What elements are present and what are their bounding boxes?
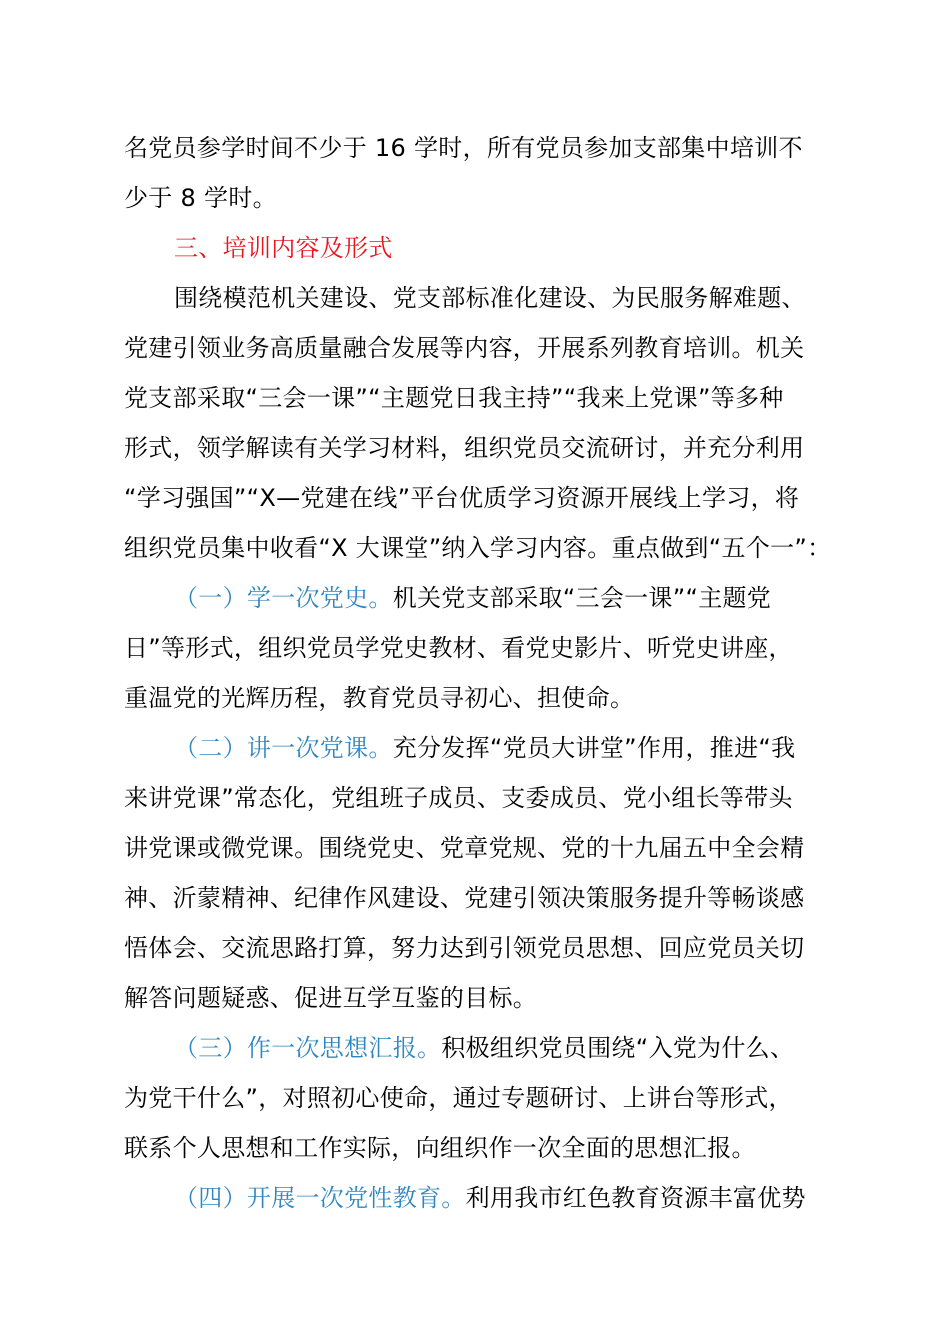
item-1-text: 机关党支部采取“三会一课”“主题党 [392, 584, 772, 612]
item-1-line-3: 重温党的光辉历程，教育党员寻初心、担使命。 [124, 684, 635, 712]
paragraph-main-line-3: 党支部采取“三会一课”“主题党日我主持”“我来上党课”等多种 [124, 384, 784, 412]
item-3-text: 积极组织党员围绕“入党为什么、 [441, 1034, 795, 1062]
paragraph-intro-line-2: 少于 8 学时。 [124, 184, 277, 212]
item-4-text: 利用我市红色教育资源丰富优势 [465, 1184, 806, 1212]
item-3-line-1 [174, 1033, 794, 1063]
paragraph-main-line-1: 围绕模范机关建设、党支部标准化建设、为民服务解难题、 [174, 284, 806, 312]
paragraph-main-line-5: “学习强国”“X—党建在线”平台优质学习资源开展线上学习，将 [124, 484, 800, 512]
item-2-line-2: 来讲党课”常态化，党组班子成员、支委成员、党小组长等带头 [124, 784, 793, 812]
item-4-title: （四）开展一次党性教育。 [174, 1184, 466, 1212]
paragraph-main-line-6: 组织党员集中收看“X 大课堂”纳入学习内容。重点做到“五个一”： [124, 534, 832, 562]
item-2-line-3: 讲党课或微党课。围绕党史、党章党规、党的十九届五中全会精 [124, 834, 805, 862]
item-4-line-1 [174, 1183, 806, 1213]
section-heading: 三、培训内容及形式 [174, 234, 393, 262]
item-2-line-4: 神、沂蒙精神、纪律作风建设、党建引领决策服务提升等畅谈感 [124, 884, 805, 912]
item-1-line-1 [174, 583, 771, 613]
item-2-line-5: 悟体会、交流思路打算，努力达到引领党员思想、回应党员关切 [124, 934, 805, 962]
paragraph-intro-line-1: 名党员参学时间不少于 16 学时，所有党员参加支部集中培训不 [124, 134, 803, 162]
item-2-line-1 [174, 733, 795, 763]
item-2-text: 充分发挥“党员大讲堂”作用，推进“我 [392, 734, 796, 762]
item-2-line-6: 解答问题疑惑、促进互学互鉴的目标。 [124, 984, 538, 1012]
item-1-title: （一）学一次党史。 [174, 584, 393, 612]
item-2-title: （二）讲一次党课。 [174, 734, 393, 762]
paragraph-main-line-4: 形式，领学解读有关学习材料，组织党员交流研讨，并充分利用 [124, 434, 805, 462]
paragraph-main-line-2: 党建引领业务高质量融合发展等内容，开展系列教育培训。机关 [124, 334, 805, 362]
item-3-line-3: 联系个人思想和工作实际，向组织作一次全面的思想汇报。 [124, 1134, 756, 1162]
item-3-title: （三）作一次思想汇报。 [174, 1034, 442, 1062]
item-3-line-2: 为党干什么”，对照初心使命，通过专题研讨、上讲台等形式， [124, 1084, 793, 1112]
item-1-line-2: 日”等形式，组织党员学党史教材、看党史影片、听党史讲座， [124, 634, 793, 662]
